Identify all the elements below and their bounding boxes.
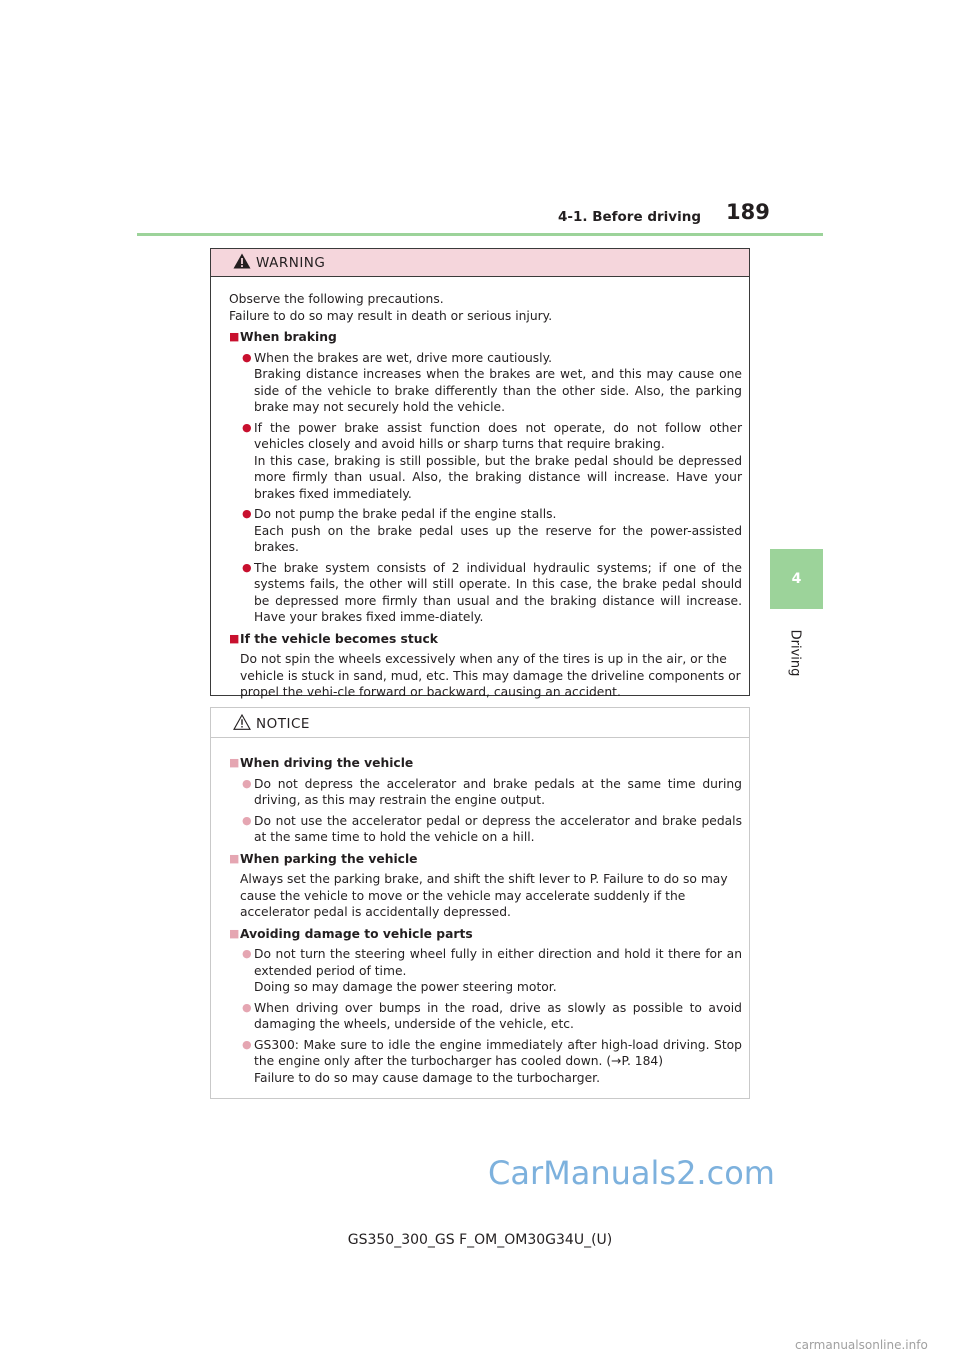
list-item — [229, 776, 742, 809]
heading-text: When driving the vehicle — [240, 756, 414, 770]
paragraph — [229, 651, 742, 701]
bullet-text: Do not use the accelerator pedal or depress the accelerator and brake pedals at the same time to hold the vehicle on a hill. — [254, 813, 742, 844]
paragraph-text: Always set the parking brake, and shift the shift lever to P. Failure to do so may cause the vehicle to move or the vehicle may accelerate suddenly if the accelerator pedal is accidentally depressed. — [240, 872, 728, 919]
list-item — [229, 560, 742, 626]
square-bullet-icon: ■ — [229, 926, 240, 940]
notice-header — [211, 708, 749, 738]
notice-body — [211, 738, 749, 1096]
list-item — [229, 420, 742, 503]
notice-title: NOTICE — [256, 716, 310, 732]
chapter-tab-label — [784, 623, 806, 683]
square-bullet-icon: ■ — [229, 756, 240, 769]
circle-bullet-icon: ● — [242, 350, 252, 364]
bullet-text: When the brakes are wet, drive more cautiously. Braking distance increases when the brakes are wet, and this may cause one side of the vehicle to brake differently than the other side. Also, the parking brake may not securely hold the vehicle. — [254, 350, 742, 414]
bullet-text: The brake system consists of 2 individual hydraulic systems; if one of the systems fails, the other will still operate. In this case, the brake pedal should be depressed more firmly than usual and the braking distance will increase. Have your brakes fixed imme-diately. — [254, 560, 742, 624]
heading-text: If the vehicle becomes stuck — [240, 631, 438, 646]
header-rule — [137, 233, 823, 236]
watermark-bottom: carmanualsonline.info — [795, 1338, 928, 1352]
circle-bullet-icon: ● — [242, 420, 252, 434]
caution-triangle-icon — [233, 714, 251, 730]
list-item — [229, 1037, 742, 1087]
notice-heading-driving — [229, 755, 742, 772]
bullet-text: Do not pump the brake pedal if the engine stalls. Each push on the brake pedal uses up the reserve for the power-assisted brakes. — [254, 507, 742, 554]
paragraph — [229, 871, 742, 921]
warning-title: WARNING — [256, 255, 326, 271]
heading-text: When braking — [240, 330, 337, 344]
heading-text: When parking the vehicle — [240, 851, 418, 866]
chapter-tab — [770, 549, 823, 609]
circle-bullet-icon: ● — [242, 813, 252, 827]
list-item — [229, 350, 742, 416]
warning-heading-braking — [229, 329, 742, 346]
list-item — [229, 506, 742, 556]
bullet-text: Do not depress the accelerator and brake pedals at the same time during driving, as this may restrain the engine output. — [254, 776, 742, 807]
circle-bullet-icon: ● — [242, 1037, 252, 1051]
circle-bullet-icon: ● — [242, 776, 252, 790]
list-item — [229, 946, 742, 996]
footer-document-code: GS350_300_GS F_OM_OM30G34U_(U) — [347, 1232, 613, 1248]
warning-heading-stuck — [229, 631, 742, 648]
square-bullet-icon: ■ — [229, 330, 240, 343]
circle-bullet-icon: ● — [242, 560, 252, 574]
list-item — [229, 1000, 742, 1033]
bullet-text: Do not turn the steering wheel fully in either direction and hold it there for an extended period of time. Doing so may damage the power steering motor. — [254, 947, 742, 994]
warning-header — [211, 249, 749, 277]
circle-bullet-icon: ● — [242, 947, 252, 960]
section-title: 4-1. Before driving — [558, 209, 701, 225]
paragraph-text: Do not spin the wheels excessively when any of the tires is up in the air, or the vehicle is stuck in sand, mud, etc. This may damage the driveline components or propel the vehi-cle forward or backward, causing an accident. — [240, 652, 741, 699]
chapter-tab-number: 4 — [791, 571, 802, 587]
square-bullet-icon: ■ — [229, 851, 240, 865]
notice-heading-damage — [229, 926, 742, 943]
bullet-text: If the power brake assist function does not operate, do not follow other vehicles closely and avoid hills or sharp turns that require braking. In this case, braking is still possible, but the brake pedal should be depressed more firmly than usual. Also, the braking distance will increase. Have your brakes fixed immediately. — [254, 420, 742, 501]
circle-bullet-icon: ● — [242, 507, 252, 520]
warning-body — [211, 277, 749, 711]
watermark-banner — [482, 1153, 775, 1197]
warning-intro-text: Observe the following precautions. Failure to do so may result in death or serious injury. — [229, 292, 553, 323]
square-bullet-icon: ■ — [229, 631, 240, 645]
bullet-text: When driving over bumps in the road, drive as slowly as possible to avoid damaging the wheels, underside of the vehicle, etc. — [254, 1000, 742, 1031]
watermark-banner-text: CarManuals2.com — [488, 1154, 775, 1192]
warning-box — [210, 248, 750, 699]
bullet-text: GS300: Make sure to idle the engine immediately after high-load driving. Stop the engine only after the turbocharger has cooled down. (→P. 184) Failure to do so may cause damage to the turbocharger. — [254, 1037, 742, 1085]
notice-box — [210, 707, 750, 1099]
chapter-tab-label-text: Driving — [787, 629, 803, 677]
heading-text: Avoiding damage to vehicle parts — [240, 926, 473, 941]
warning-triangle-icon — [233, 253, 251, 269]
list-item — [229, 813, 742, 846]
warning-intro — [229, 291, 742, 324]
page-number: 189 — [726, 200, 770, 224]
circle-bullet-icon: ● — [242, 1000, 252, 1014]
notice-heading-parking — [229, 851, 742, 868]
